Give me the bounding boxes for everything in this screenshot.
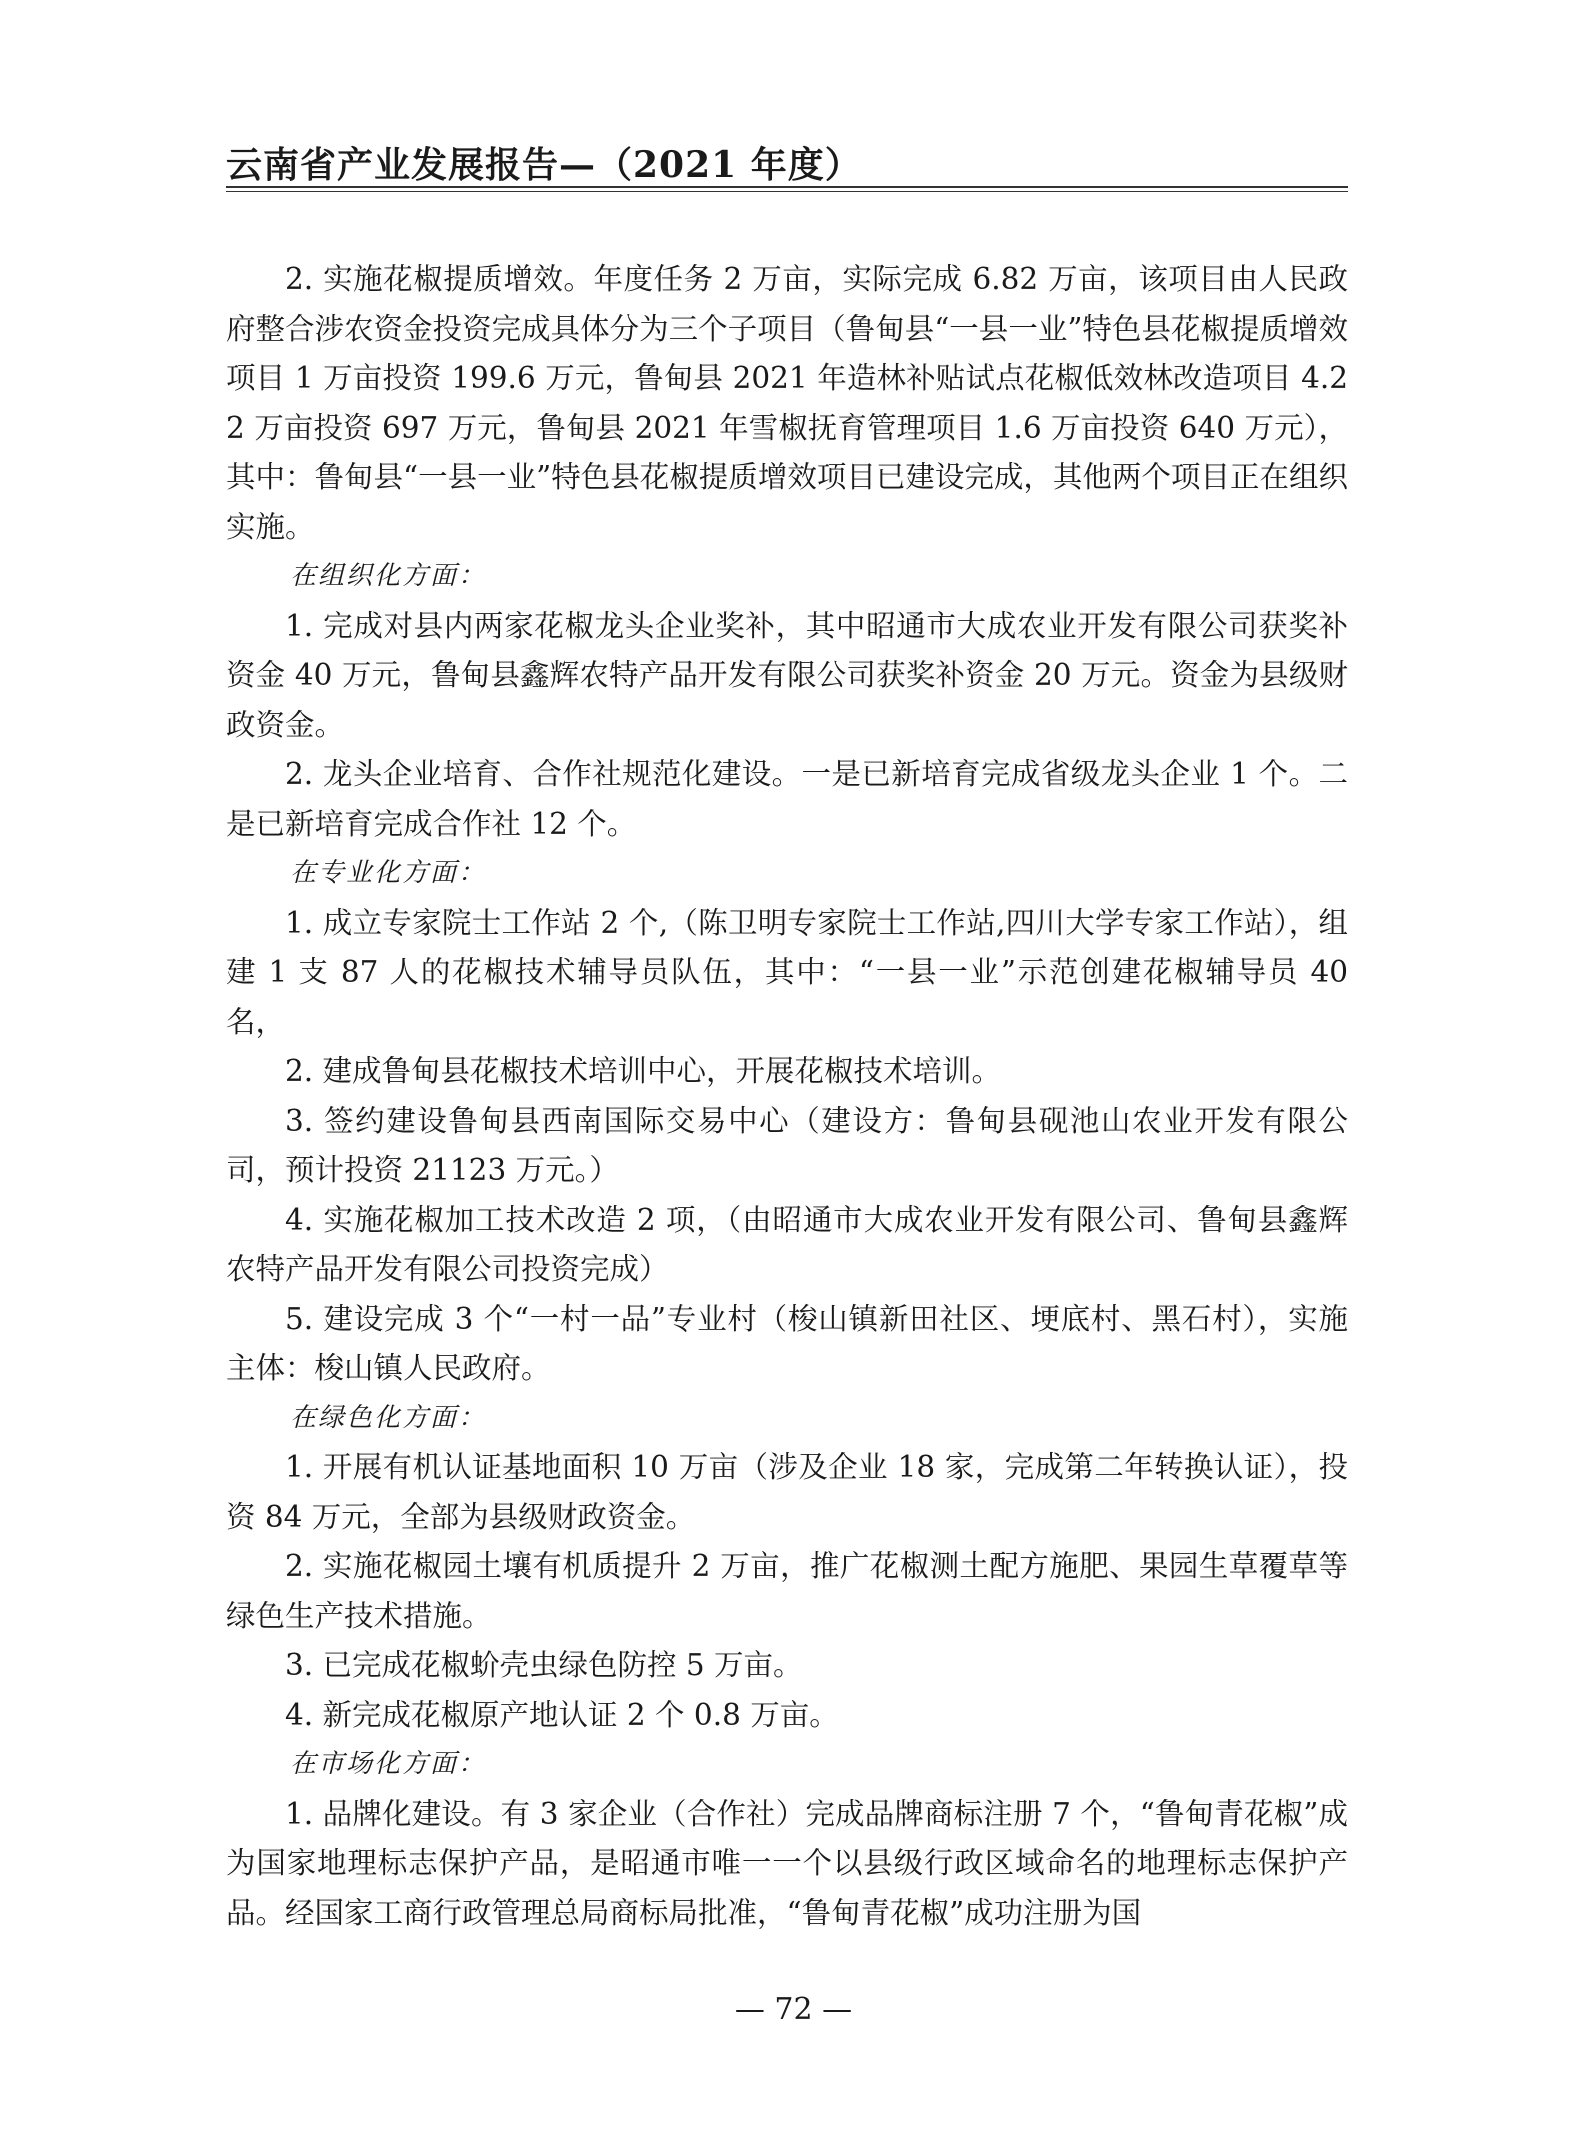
body-text — [226, 255, 1348, 1938]
section-heading-specialization: 在专业化方面： — [290, 858, 487, 888]
header-rule-thin — [226, 191, 1348, 192]
paragraph: 2. 实施花椒提质增效。年度任务 2 万亩，实际完成 6.82 万亩，该项目由人民政府整合涉农资金投资完成具体分为三个子项目（鲁甸县“一县一业”特色县花椒提质增效项目 1 万亩投资 199.6 万元，鲁甸县 2021 年造林补贴试点花椒低效林改造项目 4.22 万亩投资 697 万元，鲁甸县 2021 年雪椒抚育管理项目 1.6 万亩投资 640 万元），其中：鲁甸县“一县一业”特色县花椒提质增效项目已建设完成，其他两个项目正在组织实施。 — [226, 262, 1348, 544]
paragraph: 5. 建设完成 3 个“一村一品”专业村（梭山镇新田社区、埂底村、黑石村），实施主体：梭山镇人民政府。 — [226, 1301, 1348, 1385]
section-heading-organization: 在组织化方面： — [290, 561, 487, 591]
running-header: 云南省产业发展报告—（2021 年度） — [226, 144, 862, 186]
paragraph: 1. 成立专家院士工作站 2 个,（陈卫明专家院士工作站,四川大学专家工作站），组建 1 支 87 人的花椒技术辅导员队伍，其中：“一县一业”示范创建花椒辅导员 40 名， — [226, 905, 1348, 1039]
paragraph: 1. 完成对县内两家花椒龙头企业奖补，其中昭通市大成农业开发有限公司获奖补资金 40 万元，鲁甸县鑫辉农特产品开发有限公司获奖补资金 20 万元。资金为县级财政资金。 — [226, 608, 1348, 742]
page-number: — 72 — — [734, 1992, 853, 2027]
section-heading-market: 在市场化方面： — [290, 1749, 487, 1779]
paragraph: 4. 实施花椒加工技术改造 2 项，（由昭通市大成农业开发有限公司、鲁甸县鑫辉农特产品开发有限公司投资完成） — [226, 1202, 1348, 1286]
paragraph: 3. 已完成花椒蚧壳虫绿色防控 5 万亩。 — [285, 1648, 803, 1682]
paragraph: 1. 开展有机认证基地面积 10 万亩（涉及企业 18 家，完成第二年转换认证），投资 84 万元，全部为县级财政资金。 — [226, 1450, 1348, 1534]
paragraph: 4. 新完成花椒原产地认证 2 个 0.8 万亩。 — [285, 1697, 839, 1732]
section-heading-green: 在绿色化方面： — [290, 1402, 487, 1433]
paragraph: 2. 建成鲁甸县花椒技术培训中心，开展花椒技术培训。 — [285, 1054, 1002, 1088]
paragraph: 2. 实施花椒园土壤有机质提升 2 万亩，推广花椒测土配方施肥、果园生草覆草等绿色生产技术措施。 — [226, 1549, 1348, 1633]
paragraph: 1. 品牌化建设。有 3 家企业（合作社）完成品牌商标注册 7 个，“鲁甸青花椒”成为国家地理标志保护产品，是昭通市唯一一个以县级行政区域命名的地理标志保护产品。经国家工商行政管理总局商标局批准，“鲁甸青花椒”成功注册为国 — [226, 1796, 1348, 1930]
paragraph: 2. 龙头企业培育、合作社规范化建设。一是已新培育完成省级龙头企业 1 个。二是已新培育完成合作社 12 个。 — [226, 757, 1348, 841]
header-rule-thick — [226, 186, 1348, 188]
paragraph: 3. 签约建设鲁甸县西南国际交易中心（建设方：鲁甸县砚池山农业开发有限公司，预计投资 21123 万元。） — [226, 1103, 1348, 1187]
